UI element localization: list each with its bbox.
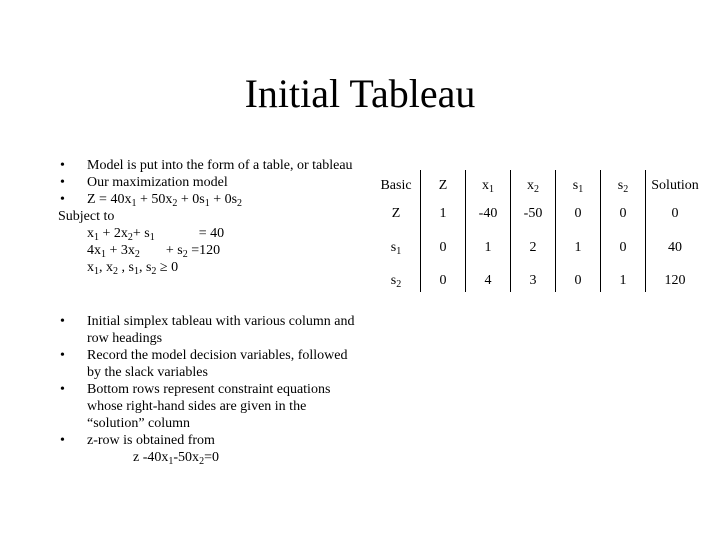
bullet-table-form: • Model is put into the form of a table, or tableau bbox=[58, 157, 358, 174]
cell: 0 bbox=[601, 226, 646, 270]
slide-title: Initial Tableau bbox=[244, 71, 476, 116]
cell-basic: $s_1$ bbox=[390, 240, 402, 257]
cell-basic: Z bbox=[391, 206, 401, 221]
header-s2: $s_2$ bbox=[601, 170, 646, 202]
cell: 2 bbox=[511, 226, 556, 270]
cell: 0 bbox=[601, 202, 646, 226]
bullet-constraint-rows: • Bottom rows represent constraint equations whose right-hand sides are given in the “solution” column bbox=[58, 381, 358, 432]
cell-basic: $s_2$ bbox=[390, 273, 402, 290]
simplex-tableau bbox=[372, 170, 704, 292]
cell-solution: 120 bbox=[646, 270, 705, 292]
cell: 0 bbox=[556, 202, 601, 226]
cell: 3 bbox=[511, 270, 556, 292]
constraint-2: $4x_1 + 3x_2 + s_2 =120$ bbox=[87, 243, 221, 260]
cell-solution: 40 bbox=[646, 226, 705, 270]
z-row-equation: z $-40x_1-50x_2=0$ bbox=[133, 450, 219, 467]
bullet-z-row: • z-row is obtained from bbox=[58, 432, 358, 449]
header-z: Z bbox=[421, 170, 466, 202]
header-x1: $x_1$ bbox=[466, 170, 511, 202]
bullet-max-model: • Our maximization model bbox=[58, 174, 358, 191]
nonnegativity-constraint: $x_1$, $x_2$ , $s_1$, $s_2 \ge 0$ bbox=[87, 260, 179, 277]
cell-solution: 0 bbox=[646, 202, 705, 226]
header-s1: $s_1$ bbox=[556, 170, 601, 202]
constraint-1: $x_1 + 2x_2+ s_1 = 40$ bbox=[87, 226, 225, 243]
cell: 1 bbox=[421, 202, 466, 226]
cell: 0 bbox=[556, 270, 601, 292]
objective-function: • $Z = 40x_1 + 50x_2 + 0s_1 + 0s_2$ bbox=[58, 191, 358, 208]
cell: 0 bbox=[421, 270, 466, 292]
table-row bbox=[372, 226, 704, 270]
cell: 4 bbox=[466, 270, 511, 292]
cell: 0 bbox=[421, 226, 466, 270]
subject-to-label: Subject to bbox=[58, 209, 115, 224]
table-row bbox=[372, 202, 704, 226]
table-header-row bbox=[372, 170, 704, 202]
header-solution: Solution bbox=[646, 170, 705, 202]
cell: 1 bbox=[556, 226, 601, 270]
cell: -40 bbox=[466, 202, 511, 226]
table-row bbox=[372, 270, 704, 292]
header-x2: $x_2$ bbox=[511, 170, 556, 202]
cell: 1 bbox=[466, 226, 511, 270]
cell: -50 bbox=[511, 202, 556, 226]
model-text bbox=[58, 157, 358, 466]
bullet-record-variables: • Record the model decision variables, followed by the slack variables bbox=[58, 347, 358, 381]
cell: 1 bbox=[601, 270, 646, 292]
bullet-tableau-headings: • Initial simplex tableau with various column and row headings bbox=[58, 313, 358, 347]
header-basic: Basic bbox=[380, 178, 412, 193]
